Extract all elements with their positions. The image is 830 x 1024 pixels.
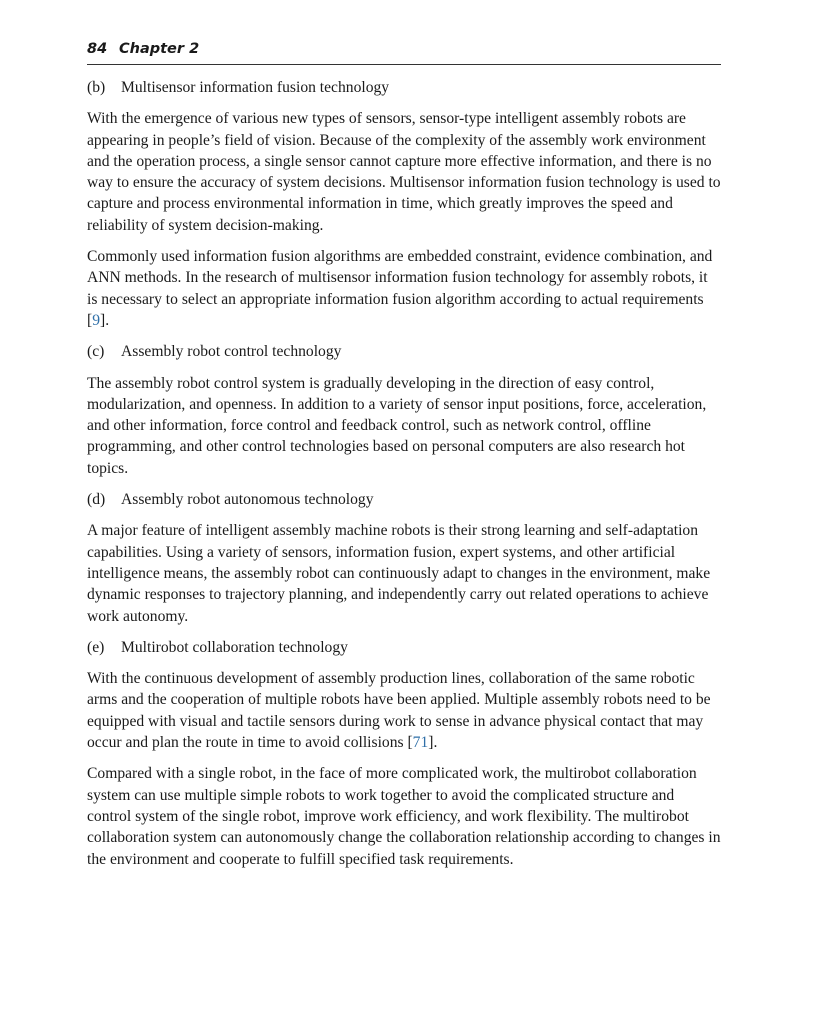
paragraph: The assembly robot control system is gradually developing in the direction of easy control, modularization, and openness. In addition to a variety of sensor input positions, force, acceleration, and other information, force control and feedback control, such as network control, offline programming, and other control technologies based on personal computers are also research hot topics.: [87, 374, 707, 477]
section-title: Assembly robot autonomous technology: [121, 491, 374, 509]
page-body: [87, 77, 721, 880]
chapter-title: Chapter 2: [119, 41, 200, 57]
citation-link[interactable]: 71: [412, 734, 429, 752]
section-heading-d: [87, 489, 721, 510]
paragraph-text: Commonly used information fusion algorithms are embedded constraint, evidence combination, and ANN methods. In the research of multisensor information fusion technology for assembly robots, it is necessary to select an appropriate information fusion algorithm according to actual requirements [: [87, 248, 713, 329]
section-title: Multirobot collaboration technology: [121, 638, 348, 656]
paragraph-text-end: ].: [100, 311, 110, 329]
section-heading-b: [87, 77, 721, 98]
section-heading-c: [87, 341, 721, 362]
page-number: 84: [87, 41, 108, 57]
citation-link[interactable]: 9: [92, 311, 100, 329]
section-letter: (c): [87, 343, 105, 361]
section-title: Multisensor information fusion technology: [121, 79, 390, 96]
section-letter: (d): [87, 491, 106, 509]
section-letter: (e): [87, 638, 105, 656]
paragraph: [87, 668, 721, 753]
paragraph: Compared with a single robot, in the face of more complicated work, the multirobot collaboration system can use multiple simple robots to work together to avoid the complicated structure and control system of the single robot, improve work efficiency, and work flexibility. The multirobot collaboration system can autonomously change the collaboration relationship according to changes in the environment and cooperate to fulfill specified task requirements.: [87, 765, 721, 868]
paragraph: A major feature of intelligent assembly machine robots is their strong learning and self-adaptation capabilities. Using a variety of sensors, information fusion, expert systems, and other artificial intelligence means, the assembly robot can continuously adapt to changes in the environment, make dynamic responses to trajectory planning, and independently carry out related operations to achieve work autonomy.: [87, 522, 711, 625]
paragraph: [87, 246, 721, 331]
section-letter: (b): [87, 79, 106, 96]
section-title: Assembly robot control technology: [121, 343, 342, 361]
paragraph-text-end: ].: [428, 734, 438, 752]
paragraph: With the emergence of various new types of sensors, sensor-type intelligent assembly robots are appearing in people’s field of vision. Because of the complexity of the assembly work environment and the operation process, a single sensor cannot capture more effective information, and there is no way to ensure the accuracy of system decisions. Multisensor information fusion technology is used to capture and process environmental information in time, which greatly improves the speed and reliability of system decision-making.: [87, 110, 721, 234]
running-header: [87, 38, 721, 65]
section-heading-e: [87, 637, 721, 658]
paragraph-text: With the continuous development of assembly production lines, collaboration of the same robotic arms and the cooperation of multiple robots have been applied. Multiple assembly robots need to be equipped with visual and tactile sensors during work to sense in advance physical contact that may occur and plan the route in time to avoid collisions [: [87, 670, 711, 752]
